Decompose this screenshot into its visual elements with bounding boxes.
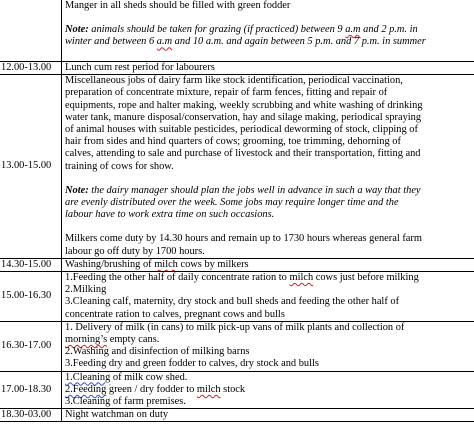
note-text: Note: the dairy manager should plan the jobs well in advance in such a way that they [65, 184, 421, 196]
activity-line: 2.Feeding green / dry fodder to milch stock [65, 383, 246, 395]
activity-line: concentrate ration to calves, pregnant cows and bulls [65, 308, 285, 320]
table-row [0, 371, 474, 409]
activity-line: Milkers come duty by 14.30 hours and remain up to 1730 hours whereas general farm [65, 233, 422, 245]
table-row [0, 272, 474, 322]
time-cell: 18.30-03.00 [0, 409, 62, 422]
activity-line: of animal houses with suitable pesticides, periodical deworming of stock, clipping of [65, 124, 418, 136]
time-cell: 16.30-17.00 [0, 321, 62, 371]
table-row [0, 75, 474, 259]
time-cell: 12.00-13.00 [0, 62, 62, 75]
table-row [0, 62, 474, 75]
activity-line: equipments, rope and halter making, weekly scrubbing and white washing of drinking [65, 99, 423, 111]
time-cell: 15.00-16.30 [0, 272, 62, 322]
activity-line: 3.Cleaning of farm premises. [65, 396, 186, 408]
time-cell: 14.30-15.00 [0, 258, 62, 271]
activity-line: Manger in all sheds should be filled with green fodder [65, 0, 291, 11]
activity-line: 1.Cleaning of milk cow shed. [65, 371, 188, 383]
activity-line: training of cows for show. [65, 160, 174, 172]
time-cell: 17.00-18.30 [0, 371, 62, 409]
note-label: Note: [65, 24, 89, 36]
activity-line: 1. Delivery of milk (in cans) to milk pick-up vans of milk plants and collection of [65, 321, 405, 333]
activity-line: 1.Feeding the other half of daily concentrate ration to milch cows just before milking [65, 272, 419, 284]
time-cell: 13.00-15.00 [0, 75, 62, 259]
activity-line: hair from sides and hind quarters of cows; grooming, toe trimming, dehorning of [65, 136, 401, 148]
activity-cell [62, 62, 474, 75]
activity-cell [62, 321, 474, 371]
table-row [0, 0, 474, 62]
activity-cell [62, 75, 474, 259]
activity-line: water tank, manure disposal/conservation, hay and silage making, periodical spraying [65, 111, 422, 123]
note-text: winter and between 6 a.m and 10 a.m. and again between 5 p.m. and 7 p.m. in summer [65, 36, 426, 48]
activity-line: 2.Milking [65, 284, 107, 296]
activity-line: Lunch cum rest period for labourers [65, 62, 215, 73]
time-cell [0, 0, 62, 62]
activity-line: morning’s empty cans. [65, 334, 160, 346]
activity-cell [62, 409, 474, 422]
table-row [0, 409, 474, 422]
note-text: are evenly distributed over the week. Some jobs may require longer time and the [65, 197, 399, 209]
note-text: Note: animals should be taken for grazing (if practiced) between 9 a.m and 2 p.m. in [65, 24, 418, 36]
note-text: labour have to work extra time on such occasions. [65, 209, 275, 221]
activity-line: 3.Cleaning calf, maternity, dry stock and bull sheds and feeding the other half of [65, 296, 400, 308]
activity-line: labour go off duty by 1700 hours. [65, 245, 205, 257]
activity-line: Miscellaneous jobs of dairy farm like stock identification, periodical vaccination, [65, 75, 403, 87]
activity-line: Night watchman on duty [65, 409, 169, 421]
activity-line: preparation of concentrate mixture, repair of farm fences, fitting and repair of [65, 87, 388, 99]
activity-line: 2.Washing and disinfection of milking barns [65, 346, 250, 358]
table-row [0, 258, 474, 271]
activity-line: Washing/brushing of milch cows by milkers [65, 258, 249, 270]
note-label: Note: [65, 184, 89, 196]
table-row [0, 321, 474, 371]
activity-line: calves, attending to sale and purchase of livestock and their transportation, fitting and [65, 148, 421, 160]
activity-cell [62, 0, 474, 62]
activity-cell [62, 371, 474, 409]
activity-cell [62, 258, 474, 271]
activity-line: 3.Feeding dry and green fodder to calves, dry stock and bulls [65, 358, 319, 370]
activity-cell [62, 272, 474, 322]
